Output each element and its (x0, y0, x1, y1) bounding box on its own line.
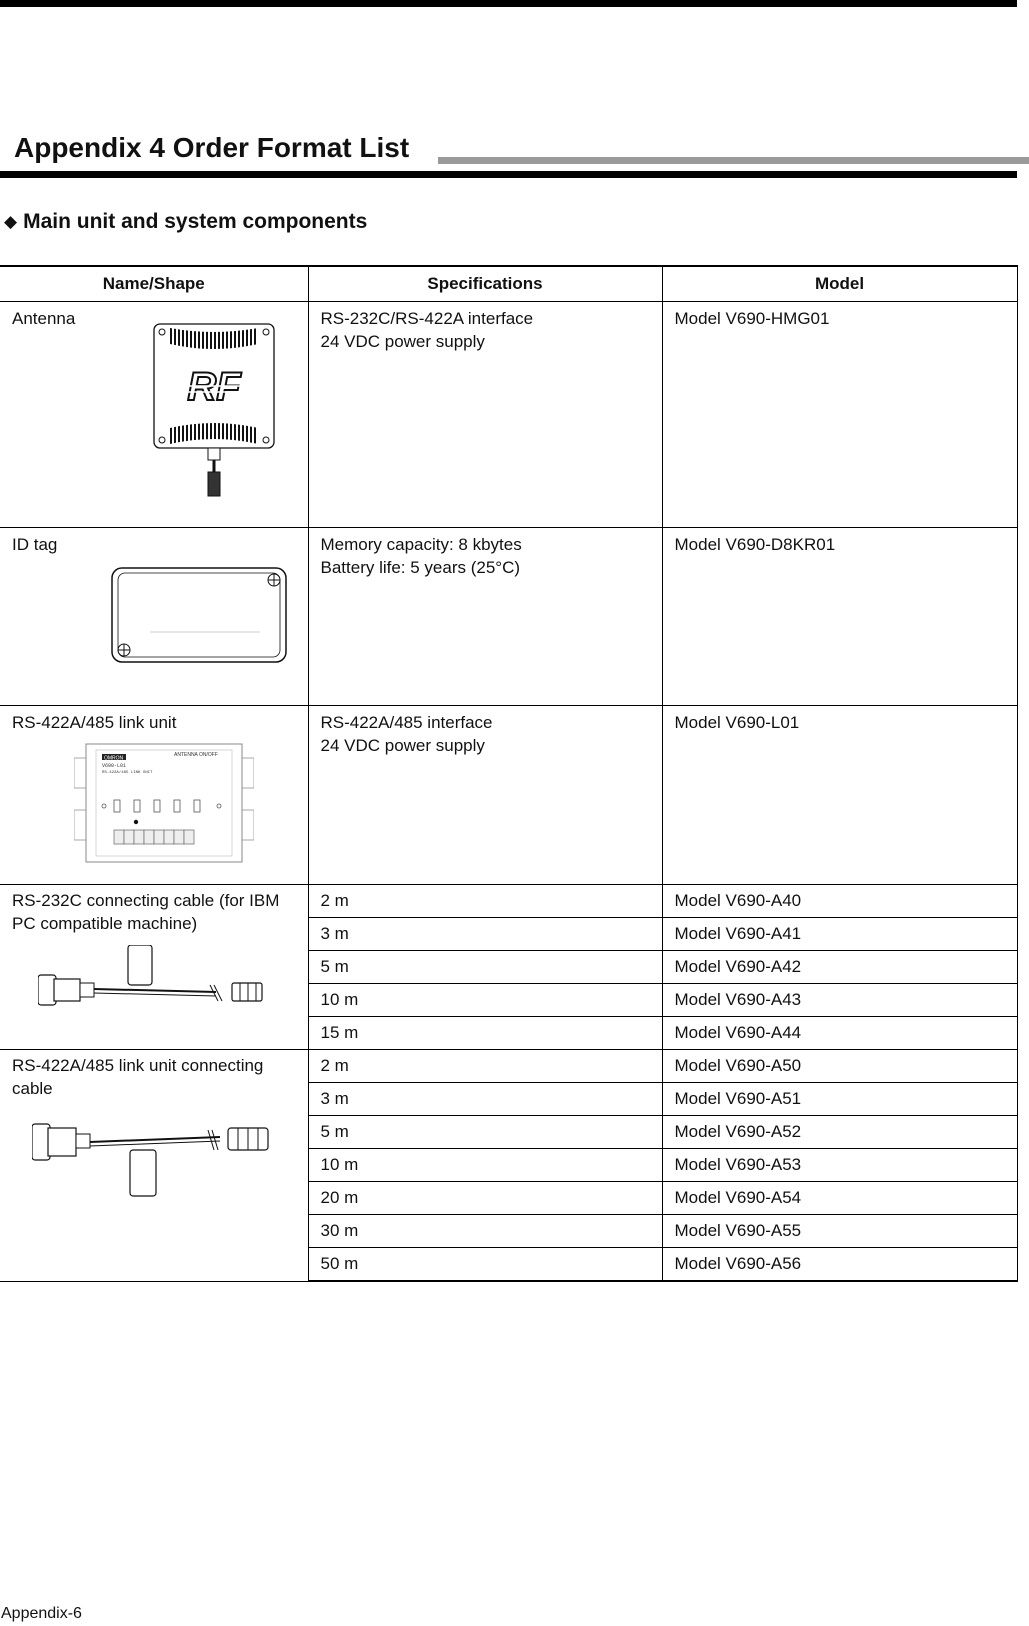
link-cable-length: 10 m (308, 1149, 662, 1182)
spec-cell-id-tag (308, 528, 662, 706)
page-footer: Appendix-6 (1, 1605, 82, 1622)
spec-cell-link-unit (308, 706, 662, 885)
order-table (0, 265, 1018, 1282)
link-cable-length: 50 m (308, 1248, 662, 1282)
link-cable-model: Model V690-A55 (662, 1215, 1017, 1248)
name-cell-link-cable (0, 1050, 308, 1282)
rs232c-length: 5 m (308, 951, 662, 984)
rs232c-model: Model V690-A41 (662, 918, 1017, 951)
model-cell-link-unit: Model V690-L01 (662, 706, 1017, 885)
id-tag-drawing (110, 566, 290, 666)
rs232c-cable-drawing (38, 945, 278, 1009)
omron-brand: OMRON (104, 755, 124, 762)
rs232c-length: 2 m (308, 885, 662, 918)
table-row (0, 885, 1017, 918)
antenna-name: Antenna (12, 309, 76, 328)
rs232c-model: Model V690-A40 (662, 885, 1017, 918)
model-cell-antenna: Model V690-HMG01 (662, 302, 1017, 528)
rs232c-length: 15 m (308, 1017, 662, 1050)
column-header-model: Model (662, 266, 1017, 302)
rs232c-model: Model V690-A42 (662, 951, 1017, 984)
rs232c-model: Model V690-A43 (662, 984, 1017, 1017)
rf-logo: RF (187, 365, 241, 409)
link-cable-length: 30 m (308, 1215, 662, 1248)
column-header-name: Name/Shape (0, 266, 308, 302)
antenna-onoff-print: ANTENNA ON/OFF (174, 752, 218, 758)
model-print: V690-L01 (102, 763, 127, 769)
link-cable-model: Model V690-A51 (662, 1083, 1017, 1116)
id-tag-spec-battery: Battery life: 5 years (25°C) (320, 558, 521, 577)
link-cable-drawing (32, 1114, 282, 1214)
link-cable-length: 5 m (308, 1116, 662, 1149)
name-cell-id-tag (0, 528, 308, 706)
link-cable-length: 2 m (308, 1050, 662, 1083)
table-row-id-tag (0, 528, 1017, 706)
top-rule (0, 0, 1017, 7)
link-cable-name: RS-422A/485 link unit connecting cable (12, 1056, 264, 1098)
link-unit-drawing (74, 740, 254, 868)
table-row-link-unit (0, 706, 1017, 885)
title-row (0, 128, 1029, 178)
model-cell-id-tag: Model V690-D8KR01 (662, 528, 1017, 706)
link-cable-model: Model V690-A54 (662, 1182, 1017, 1215)
link-cable-length: 20 m (308, 1182, 662, 1215)
title-black-rule (0, 171, 1017, 178)
link-unit-spec-power: 24 VDC power supply (320, 736, 485, 755)
link-cable-model: Model V690-A50 (662, 1050, 1017, 1083)
diamond-icon: ◆ (4, 212, 18, 231)
link-unit-spec-interface: RS-422A/485 interface (320, 713, 493, 732)
id-tag-spec-memory: Memory capacity: 8 kbytes (320, 535, 522, 554)
spec-cell-antenna (308, 302, 662, 528)
rs232c-length: 10 m (308, 984, 662, 1017)
link-cable-model: Model V690-A56 (662, 1248, 1017, 1282)
rs232c-model: Model V690-A44 (662, 1017, 1017, 1050)
table-header-row (0, 266, 1017, 302)
name-cell-antenna (0, 302, 308, 528)
section-title: Main unit and system components (23, 210, 368, 233)
name-cell-rs232c-cable (0, 885, 308, 1050)
title-gray-rule (438, 157, 1029, 164)
link-unit-print: RS-422A/485 LINK UNIT (102, 771, 153, 775)
id-tag-name: ID tag (12, 535, 58, 554)
antenna-spec-interface: RS-232C/RS-422A interface (320, 309, 534, 328)
section-heading (4, 210, 367, 234)
column-header-specifications: Specifications (308, 266, 662, 302)
name-cell-link-unit (0, 706, 308, 885)
link-unit-name: RS-422A/485 link unit (12, 713, 177, 732)
link-cable-model: Model V690-A53 (662, 1149, 1017, 1182)
rs232c-length: 3 m (308, 918, 662, 951)
link-cable-length: 3 m (308, 1083, 662, 1116)
page-title: Appendix 4 Order Format List (14, 132, 410, 163)
link-cable-model: Model V690-A52 (662, 1116, 1017, 1149)
antenna-spec-power: 24 VDC power supply (320, 332, 485, 351)
table-row (0, 1050, 1017, 1083)
rs232c-cable-name: RS-232C connecting cable (for IBM PC compatible machine) (12, 891, 280, 933)
antenna-drawing (142, 322, 282, 502)
table-row-antenna (0, 302, 1017, 528)
